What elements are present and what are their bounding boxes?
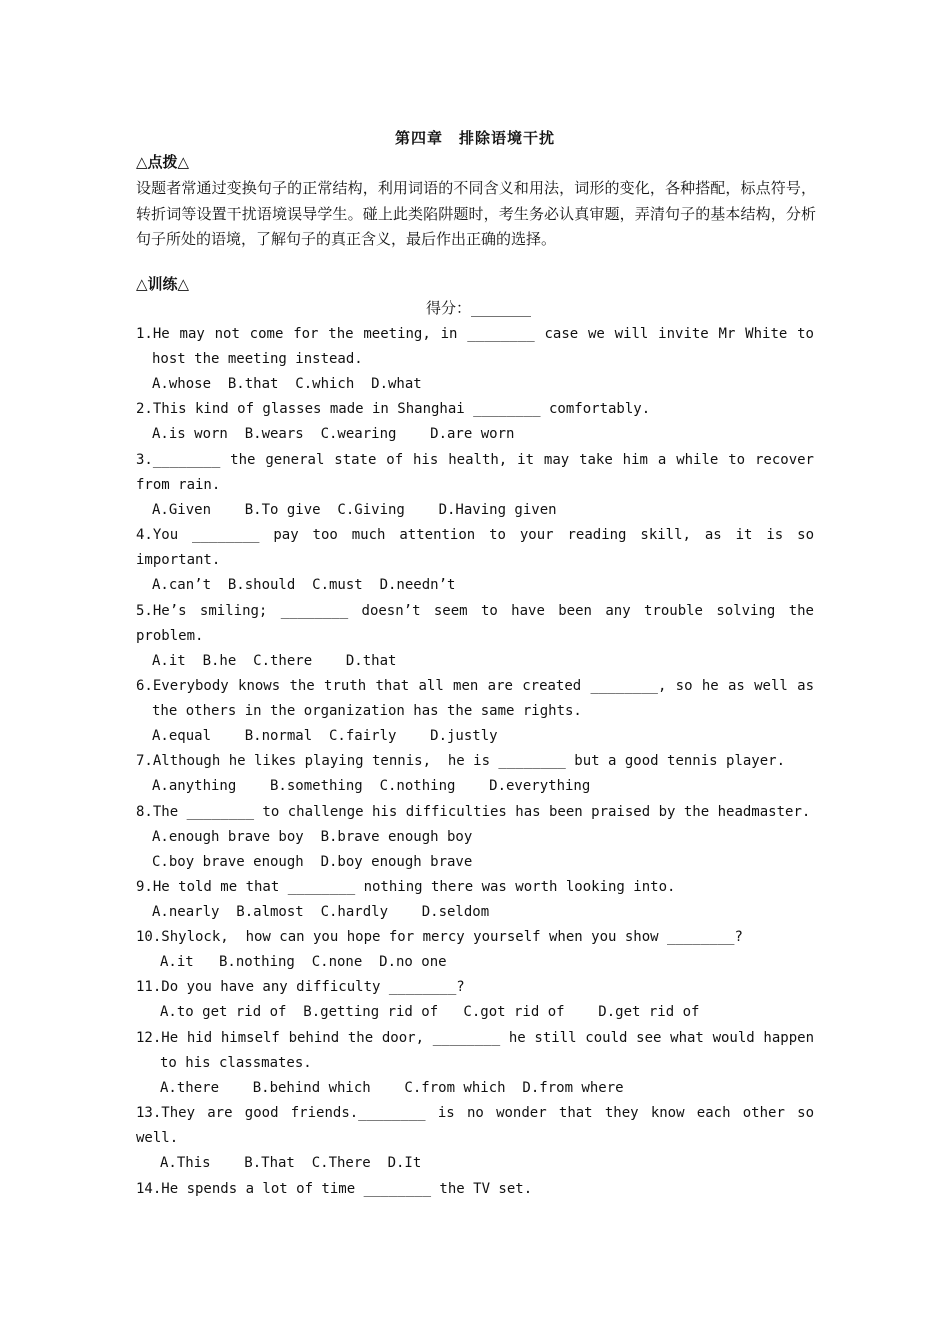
exercise-line: C.boy brave enough D.boy enough brave bbox=[152, 854, 473, 870]
intro-paragraph: 设题者常通过变换句子的正常结构，利用词语的不同含义和用法，词形的变化，各种搭配，标点符号，转折词等设置干扰语境误导学生。碰上此类陷阱题时，考生务必认真审题，弄清句子的基本结构，分析句子所处的语境，了解句子的真正含义，最后作出正确的选择。 bbox=[136, 179, 816, 248]
exercise-line: from rain. bbox=[136, 477, 221, 493]
exercise-line: 2.This kind of glasses made in Shanghai ________ comfortably. bbox=[136, 401, 651, 417]
section-heading-practice: △训练△ bbox=[136, 275, 190, 293]
exercise-line: 9.He told me that ________ nothing there was worth looking into. bbox=[136, 879, 676, 895]
score-field: 得分：________ bbox=[426, 299, 532, 317]
exercise-line: 13.They are good friends.________ is no wonder that they know each other so bbox=[136, 1105, 814, 1121]
exercise-line: 10.Shylock, how can you hope for mercy yourself when you show ________? bbox=[136, 929, 743, 945]
exercise-line: A.to get rid of B.getting rid of C.got rid of D.get rid of bbox=[160, 1004, 700, 1020]
exercise-line: 12.He hid himself behind the door, ________ he still could see what would happen bbox=[136, 1030, 814, 1046]
exercise-line: important. bbox=[136, 552, 221, 568]
exercise-line: A.there B.behind which C.from which D.from where bbox=[160, 1080, 624, 1096]
exercise-line: A.it B.he C.there D.that bbox=[152, 653, 397, 669]
exercise-line: well. bbox=[136, 1130, 179, 1146]
exercise-line: 14.He spends a lot of time ________ the TV set. bbox=[136, 1181, 533, 1197]
exercise-line: 5.He’s smiling; ________ doesn’t seem to have been any trouble solving the bbox=[136, 603, 814, 619]
exercise-line: the others in the organization has the same rights. bbox=[152, 703, 582, 719]
exercise-line: host the meeting instead. bbox=[152, 351, 363, 367]
exercise-line: A.equal B.normal C.fairly D.justly bbox=[152, 728, 498, 744]
exercise-line: A.Given B.To give C.Giving D.Having given bbox=[152, 502, 557, 518]
exercise-line: to his classmates. bbox=[160, 1055, 312, 1071]
exercise-line: 11.Do you have any difficulty ________? bbox=[136, 979, 465, 995]
exercise-line: 1.He may not come for the meeting, in ________ case we will invite Mr White to bbox=[136, 326, 814, 342]
exercise-line: A.This B.That C.There D.It bbox=[160, 1155, 422, 1171]
exercise-line: problem. bbox=[136, 628, 204, 644]
exercise-line: 4.You ________ pay too much attention to your reading skill, as it is so bbox=[136, 527, 814, 543]
exercise-line: 7.Although he likes playing tennis, he is ________ but a good tennis player. bbox=[136, 753, 786, 769]
exercise-line: 3.________ the general state of his health, it may take him a while to recover bbox=[136, 452, 814, 468]
exercise-line: 8.The ________ to challenge his difficulties has been praised by the headmaster. bbox=[136, 804, 811, 820]
chapter-title: 第四章 排除语境干扰 bbox=[394, 129, 555, 147]
exercise-line: 6.Everybody knows the truth that all men are created ________, so he as well as bbox=[136, 678, 814, 694]
exercise-line: A.whose B.that C.which D.what bbox=[152, 376, 422, 392]
exercise-line: A.is worn B.wears C.wearing D.are worn bbox=[152, 426, 515, 442]
exercise-line: A.nearly B.almost C.hardly D.seldom bbox=[152, 904, 490, 920]
section-heading-tips: △点拨△ bbox=[136, 153, 190, 171]
exercise-line: A.can’t B.should C.must D.needn’t bbox=[152, 577, 456, 593]
exercise-line: A.it B.nothing C.none D.no one bbox=[160, 954, 447, 970]
exercise-line: A.enough brave boy B.brave enough boy bbox=[152, 829, 473, 845]
exercise-line: A.anything B.something C.nothing D.everything bbox=[152, 778, 591, 794]
